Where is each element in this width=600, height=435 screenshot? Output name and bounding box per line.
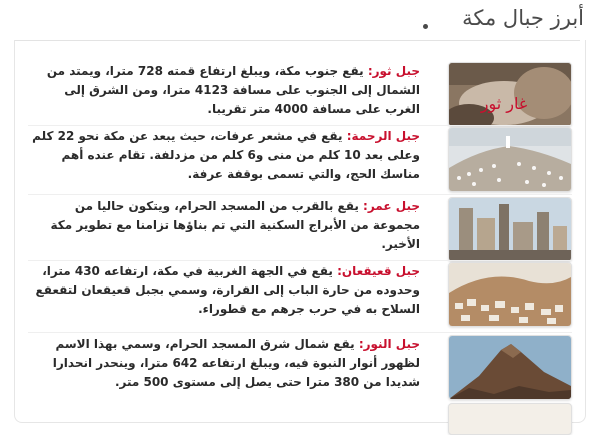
entry-description: يقع بالقرب من المسجد الحرام، ويتكون حاليا من مجموعة من الأبراج السكنية التي تم بناؤها تزامنا مع تطوير مكة الأخير.	[50, 199, 420, 251]
entry-description: يقع في الجهة الغربية في مكة، ارتفاعه 430 مترا، وحدوده من حارة الباب إلى القرارة، وسمي بجبل قعيقعان لتقعقع السلاح به في حرب جرهم مع قطوراء.	[35, 264, 420, 316]
entry-separator	[28, 260, 572, 261]
entry-name: جبل قعيقعان:	[337, 264, 420, 278]
entry-separator	[28, 125, 572, 126]
title-dot	[423, 24, 428, 29]
entry-description: يقع في مشعر عرفات، حيث يبعد عن مكة نحو 22 كلم وعلى بعد 10 كلم من منى و6 كلم من مزدلفة. تقام عنده أهم مناسك الحج، والتي تسمى بوقفة عرفة.	[32, 129, 420, 181]
entry-text	[28, 335, 420, 392]
hillside-houses-photo-icon	[448, 262, 572, 327]
entry-description: يقع شمال شرق المسجد الحرام، وسمي بهذا الاسم لظهور أنوار النبوة فيه، ويبلغ ارتفاعه 642 مترا، وينحدر انحدارا شديدا من 380 مترا حتى يصل إلى مستوى 500 متر.	[52, 337, 420, 389]
entry-text	[28, 62, 420, 119]
entry-text	[28, 127, 420, 184]
crowded-hill-photo-icon	[448, 127, 572, 192]
rock-with-red-inscription-icon	[448, 62, 572, 127]
entry-text	[28, 262, 420, 319]
entry-separator	[28, 332, 572, 333]
entry-name: جبل النور:	[358, 337, 420, 351]
mountain-peak-photo-icon	[448, 335, 572, 400]
entry-separator	[28, 194, 572, 195]
partial-photo-icon	[448, 403, 572, 435]
entry-description: يقع جنوب مكة، ويبلغ ارتفاع قمته 728 مترا، ويمتد من الشمال إلى الجنوب على مسافة 4123 مترا، ومن الشرق إلى الغرب على مسافة 4000 متر تقريبا.	[46, 64, 420, 116]
entry-name: جبل عمر:	[363, 199, 420, 213]
entry-name: جبل الرحمة:	[346, 129, 420, 143]
page-title: أبرز جبال مكة	[462, 6, 584, 30]
inscription-text: غار ثور	[480, 94, 528, 113]
entry-text	[28, 197, 420, 254]
entry-name: جبل ثور:	[367, 64, 420, 78]
city-towers-photo-icon	[448, 197, 572, 262]
